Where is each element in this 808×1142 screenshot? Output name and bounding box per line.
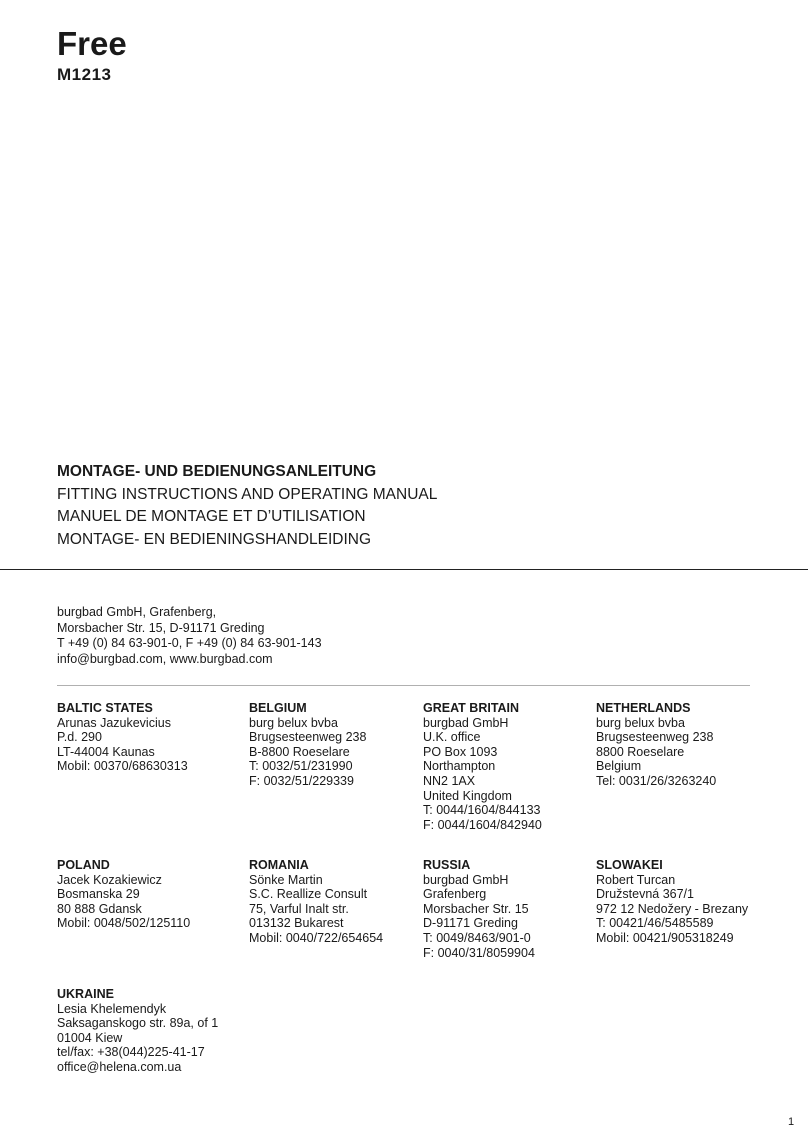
contact-great-britain	[423, 701, 542, 832]
contact-line: Morsbacher Str. 15	[423, 901, 529, 916]
contact-country: SLOWAKEI	[596, 858, 663, 872]
contact-line: LT-44004 Kaunas	[57, 744, 155, 759]
contact-line: Grafenberg	[423, 887, 487, 902]
contact-line: T: 0032/51/231990	[249, 759, 353, 774]
contact-line: Brugsesteenweg 238	[249, 730, 367, 745]
contact-line: Belgium	[596, 759, 642, 774]
contact-slowakei	[596, 858, 748, 946]
contact-line: PO Box 1093	[423, 744, 498, 759]
contact-country: GREAT BRITAIN	[423, 701, 520, 715]
contact-line: B-8800 Roeselare	[249, 744, 350, 759]
page-number: 1	[788, 1116, 795, 1128]
contact-line: Jacek Kozakiewicz	[57, 872, 162, 887]
contact-line: Lesia Khelemendyk	[57, 1001, 167, 1016]
company-address	[57, 605, 322, 667]
contact-line: F: 0044/1604/842940	[423, 817, 542, 832]
contact-line: Mobil: 0040/722/654654	[249, 930, 384, 945]
contact-line: T: 0049/8463/901-0	[423, 930, 531, 945]
contact-line: 972 12 Nedožery - Brezany	[596, 901, 749, 916]
contact-russia	[423, 858, 535, 960]
contact-line: Brugsesteenweg 238	[596, 730, 714, 745]
contact-line: 75, Varful Inalt str.	[249, 901, 349, 916]
contact-line: Mobil: 00370/68630313	[57, 759, 188, 774]
manual-title-en: FITTING INSTRUCTIONS AND OPERATING MANUAL	[57, 485, 438, 503]
contact-line: 013132 Bukarest	[249, 916, 344, 931]
contact-line: Družstevná 367/1	[596, 887, 694, 902]
contact-line: 8800 Roeselare	[596, 744, 685, 759]
contact-line: burg belux bvba	[249, 715, 338, 730]
contact-line: NN2 1AX	[423, 773, 476, 788]
contact-country: BALTIC STATES	[57, 701, 153, 715]
contact-country: UKRAINE	[57, 987, 114, 1001]
contacts-divider	[57, 685, 750, 686]
contact-line: 80 888 Gdansk	[57, 901, 142, 916]
contact-line: burgbad GmbH	[423, 715, 509, 730]
contact-line: 01004 Kiew	[57, 1030, 123, 1045]
contact-line: Mobil: 0048/502/125110	[57, 916, 191, 931]
contact-line: United Kingdom	[423, 788, 512, 803]
contact-line: P.d. 290	[57, 730, 102, 745]
contact-line: Sönke Martin	[249, 872, 323, 887]
contact-ukraine	[57, 987, 218, 1075]
contact-line: Bosmanska 29	[57, 887, 140, 902]
manual-title-fr: MANUEL DE MONTAGE ET D’UTILISATION	[57, 508, 366, 525]
company-line: Morsbacher Str. 15, D-91171 Greding	[57, 620, 265, 635]
contact-line: Arunas Jazukevicius	[57, 715, 171, 730]
contact-line: T: 0044/1604/844133	[423, 803, 541, 818]
contact-line: F: 0032/51/229339	[249, 773, 354, 788]
contact-belgium	[249, 701, 366, 789]
contact-country: RUSSIA	[423, 858, 471, 872]
contact-line: Robert Turcan	[596, 872, 676, 887]
manual-title-nl: MONTAGE- EN BEDIENINGSHANDLEIDING	[57, 530, 372, 548]
contact-line: office@helena.com.ua	[57, 1059, 182, 1074]
company-phone-line: T +49 (0) 84 63-901-0, F +49 (0) 84 63-901-143	[57, 636, 322, 650]
contact-line: burg belux bvba	[596, 715, 685, 730]
contact-line: burgbad GmbH	[423, 872, 509, 887]
contact-line: Tel: 0031/26/3263240	[596, 773, 717, 788]
contact-country: NETHERLANDS	[596, 701, 691, 715]
contact-line: T: 00421/46/5485589	[596, 916, 714, 931]
model-number: M1213	[57, 65, 112, 84]
contact-country: BELGIUM	[249, 701, 307, 715]
company-line: burgbad GmbH, Grafenberg,	[57, 605, 217, 619]
contact-line: Saksaganskogo str. 89a, of 1	[57, 1016, 219, 1031]
contact-line: S.C. Reallize Consult	[249, 887, 368, 902]
manual-titles	[57, 461, 437, 551]
contact-country: ROMANIA	[249, 858, 309, 872]
section-divider	[0, 569, 808, 570]
contact-line: Northampton	[423, 759, 496, 774]
company-web-line: info@burgbad.com, www.burgbad.com	[57, 651, 273, 666]
contact-romania	[249, 858, 383, 946]
contact-line: Mobil: 00421/905318249	[596, 930, 734, 945]
contact-line: D-91171 Greding	[423, 916, 518, 931]
contact-line: F: 0040/31/8059904	[423, 945, 535, 960]
contact-country: POLAND	[57, 858, 110, 872]
document-title: Free	[57, 25, 127, 62]
contact-poland	[57, 858, 190, 931]
manual-title-de: MONTAGE- UND BEDIENUNGSANLEITUNG	[57, 463, 377, 480]
contact-line: U.K. office	[423, 730, 481, 745]
contact-netherlands	[596, 701, 716, 789]
contact-baltic-states	[57, 701, 188, 774]
contact-line: tel/fax: +38(044)225-41-17	[57, 1045, 205, 1060]
